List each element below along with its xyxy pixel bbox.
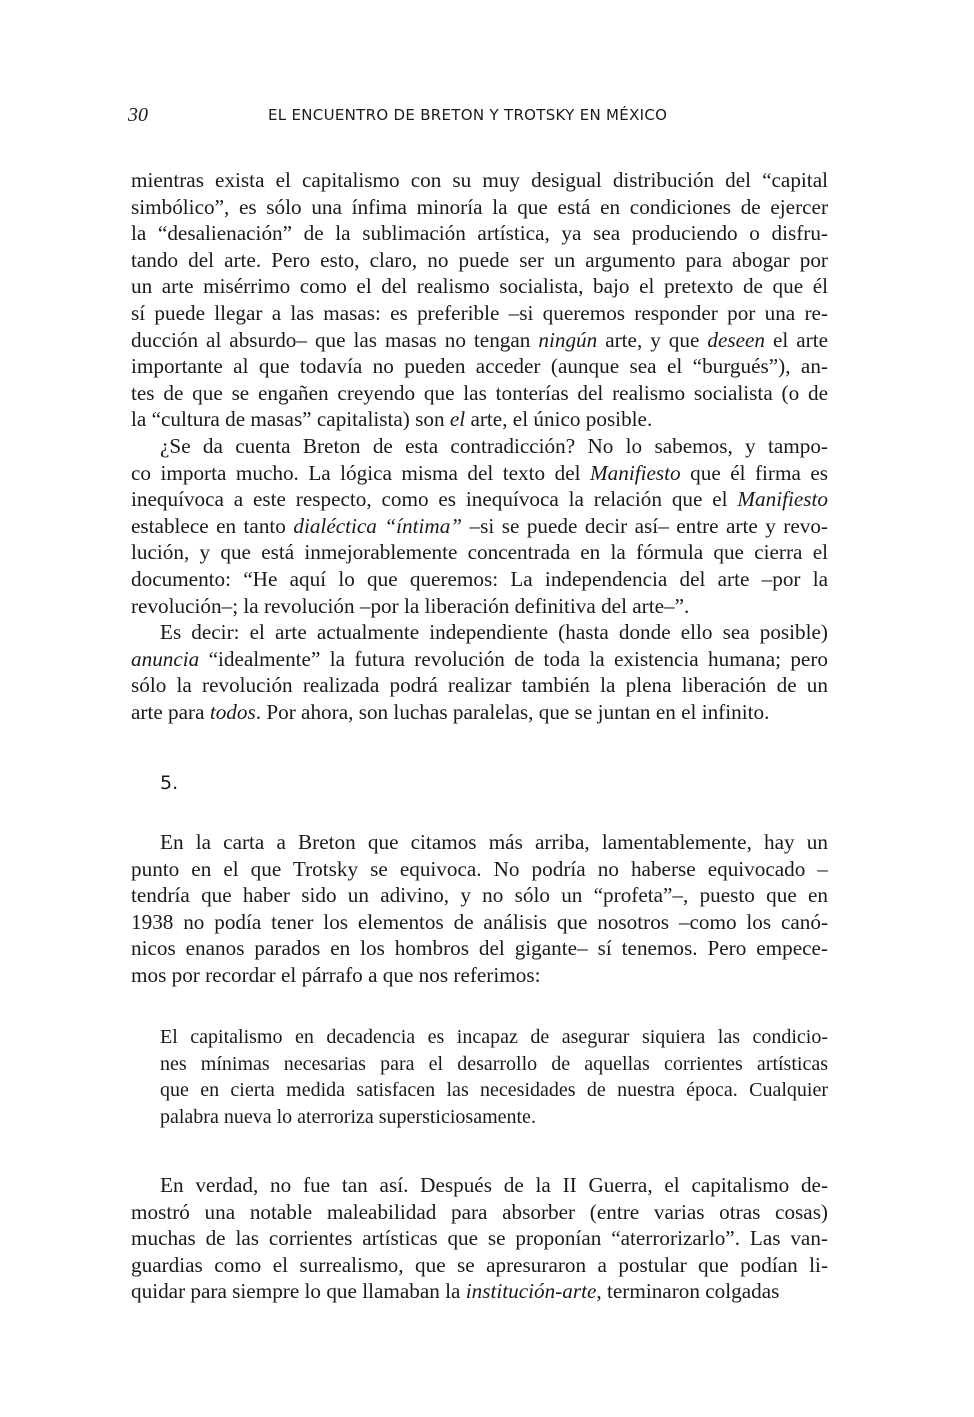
running-head	[128, 104, 828, 132]
text-line: tando del arte. Pero esto, claro, no puede ser un argumento para abogar por	[131, 247, 828, 272]
text-line: mientras exista el capitalismo con su muy desigual distribución del “capital	[131, 168, 828, 192]
paragraph-2	[131, 433, 828, 619]
text-line: sí puede llegar a las masas: es preferible –si queremos responder por una re-	[131, 300, 828, 325]
text-line: sólo la revolución realizada podrá realizar también la plena liberación de un	[131, 673, 828, 698]
text-line: mos por recordar el párrafo a que nos referimos:	[131, 962, 541, 987]
text-line: un arte misérrimo como el del realismo socialista, bajo el pretexto de que él	[131, 274, 828, 299]
text-line: tendría que haber sido un adivino, y no sólo un “profeta”–, puesto que en	[131, 883, 828, 908]
text-line: 1938 no podía tener los elementos de análisis que nosotros –como los canó-	[131, 909, 828, 934]
text-line: simbólico”, es sólo una ínfima minoría la que está en condiciones de ejercer	[131, 194, 828, 219]
paragraph-5	[131, 1172, 828, 1305]
text-line: Es decir: el arte actualmente independiente (hasta donde ello sea posible)	[160, 620, 828, 644]
block-quote	[160, 1024, 828, 1130]
text-line: guardias como el surrealismo, que se apresuraron a postular que podían li-	[131, 1252, 828, 1277]
text-line: inequívoca a este respecto, como es inequívoca la relación que el Manifiesto	[131, 487, 828, 512]
text-line: palabra nueva lo aterroriza supersticiosamente.	[160, 1105, 536, 1128]
text-line: ducción al absurdo– que las masas no tengan ningún arte, y que deseen el arte	[131, 327, 828, 352]
paragraph-1	[131, 167, 828, 433]
text-line: El capitalismo en decadencia es incapaz de asegurar siquiera las condicio-	[160, 1026, 828, 1048]
text-line: ¿Se da cuenta Breton de esta contradicción? No lo sabemos, y tampo-	[160, 434, 828, 458]
paragraph-3	[131, 619, 828, 725]
text-line: la “cultura de masas” capitalista) son el arte, el único posible.	[131, 407, 653, 432]
text-line: revolución–; la revolución –por la liberación definitiva del arte–”.	[131, 593, 690, 618]
section-number: 5.	[160, 772, 179, 794]
text-line: que en cierta medida satisfacen las necesidades de nuestra época. Cualquier	[160, 1079, 828, 1102]
text-line: En la carta a Breton que citamos más arriba, lamentablemente, hay un	[160, 830, 828, 854]
text-line: lución, y que está inmejorablemente concentrada en la fórmula que cierra el	[131, 540, 828, 565]
text-line: muchas de las corrientes artísticas que se proponían “aterrorizarlo”. Las van-	[131, 1226, 828, 1251]
text-line: punto en el que Trotsky se equivoca. No podría no haberse equivocado –	[131, 856, 828, 881]
text-line: quidar para siempre lo que llamaban la institución-arte, terminaron colgadas	[131, 1279, 780, 1304]
text-line: En verdad, no fue tan así. Después de la II Guerra, el capitalismo de-	[160, 1173, 828, 1197]
text-line: nicos enanos parados en los hombros del gigante– sí tenemos. Pero empece-	[131, 936, 828, 961]
text-line: nes mínimas necesarias para el desarrollo de aquellas corrientes artísticas	[160, 1052, 828, 1075]
text-line: establece en tanto dialéctica “íntima” –si se puede decir así– entre arte y revo-	[131, 513, 828, 538]
running-title: EL ENCUENTRO DE BRETON Y TROTSKY EN MÉXICO	[268, 106, 668, 124]
page-number: 30	[128, 104, 148, 126]
text-line: mostró una notable maleabilidad para absorber (entre varias otras cosas)	[131, 1199, 828, 1224]
text-line: arte para todos. Por ahora, son luchas paralelas, que se juntan en el infinito.	[131, 699, 770, 724]
paragraph-4	[131, 829, 828, 989]
text-line: anuncia “idealmente” la futura revolución de toda la existencia humana; pero	[131, 646, 828, 671]
text-line: la “desalienación” de la sublimación artística, ya sea produciendo o disfru-	[131, 221, 828, 246]
text-line: co importa mucho. La lógica misma del texto del Manifiesto que él firma es	[131, 460, 829, 485]
text-line: tes de que se engañen creyendo que las tonterías del realismo socialista (o de	[131, 380, 828, 405]
text-line: documento: “He aquí lo que queremos: La independencia del arte –por la	[131, 566, 828, 591]
text-line: importante al que todavía no pueden acceder (aunque sea el “burgués”), an-	[131, 354, 828, 379]
